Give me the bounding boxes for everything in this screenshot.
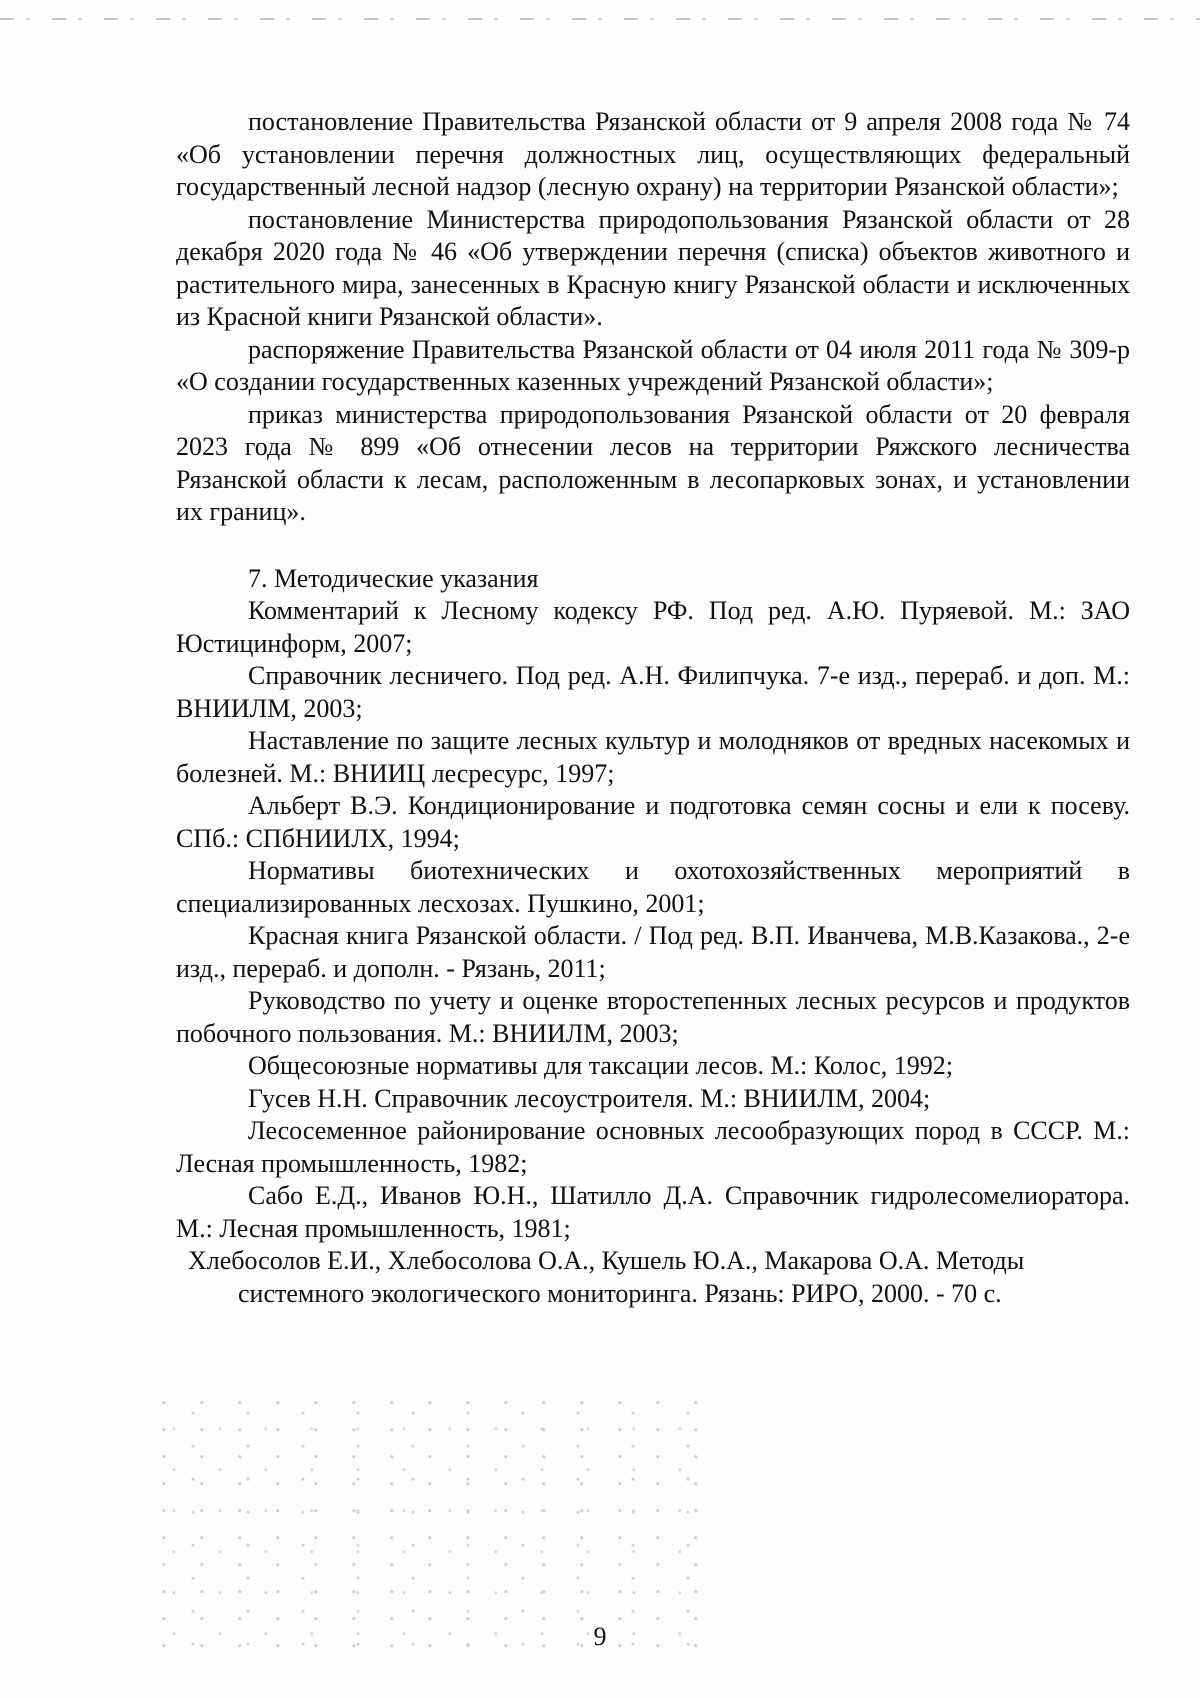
paragraph-regulation-3: распоряжение Правительства Рязанской области от 04 июля 2011 года № 309-р «О создании государственных казенных учреждений Рязанской области»; [176,334,1130,396]
document-body [176,106,1130,1310]
scan-artifact-top [0,18,1200,20]
reference-item: Справочник лесничего. Под ред. А.Н. Филипчука. 7-е изд., перераб. и доп. М.: ВНИИЛМ, 2003; [176,661,1130,723]
section-heading: 7. Методические указания [248,563,539,593]
reference-item: Комментарий к Лесному кодексу РФ. Под ред. А.Ю. Пуряевой. М.: ЗАО Юстицинформ, 2007; [176,596,1130,658]
reference-item: Красная книга Рязанской области. / Под ред. В.П. Иванчева, М.В.Казакова., 2-е изд., перераб. и дополн. - Рязань, 2011; [176,921,1130,983]
reference-item: Сабо Е.Д., Иванов Ю.Н., Шатилло Д.А. Справочник гидролесомелиоратора. М.: Лесная промышленность, 1981; [176,1181,1130,1243]
reference-item: Наставление по защите лесных культур и молодняков от вредных насекомых и болезней. М.: ВНИИЦ лесресурс, 1997; [176,726,1130,788]
page-number: 9 [593,1622,607,1651]
paragraph-regulation-2: постановление Министерства природопользования Рязанской области от 28 декабря 2020 года № 46 «Об утверждении перечня (списка) объектов животного и растительного мира, занесенных в Красную книгу Рязанской области и исключенных из Красной книги Рязанской области». [176,204,1130,331]
reference-item: Общесоюзные нормативы для таксации лесов. М.: Колос, 1992; [248,1051,953,1080]
reference-item: Гусев Н.Н. Справочник лесоустроителя. М.: ВНИИЛМ, 2004; [248,1083,931,1113]
reference-item: Альберт В.Э. Кондиционирование и подготовка семян сосны и ели к посеву. СПб.: СПбНИИЛХ, 1994; [176,791,1130,853]
paragraph-regulation-4: приказ министерства природопользования Рязанской области от 20 февраля 2023 года № 899 «Об отнесении лесов на территории Ряжского лесничества Рязанской области к лесам, расположенным в лесопарковых зонах, и установлении их границ». [176,399,1130,526]
reference-item: Нормативы биотехнических и охотохозяйственных мероприятий в специализированных лесхозах. Пушкино, 2001; [176,856,1130,918]
last-reference-wrapper [188,1245,1142,1310]
reference-item: Руководство по учету и оценке второстепенных лесных ресурсов и продуктов побочного пользования. М.: ВНИИЛМ, 2003; [176,986,1130,1048]
reference-item: Лесосеменное районирование основных лесообразующих пород в СССР. М.: Лесная промышленность, 1982; [176,1116,1130,1178]
reference-item-last: Хлебосолов Е.И., Хлебосолова О.А., Кушель Ю.А., Макарова О.А. Методы системного экологического мониторинга. Рязань: РИРО, 2000. - 70 с. [188,1246,1025,1308]
paragraph-regulation-1: постановление Правительства Рязанской области от 9 апреля 2008 года № 74 «Об установлении перечня должностных лиц, осуществляющих федеральный государственный лесной надзор (лесную охрану) на территории Рязанской области»; [176,107,1130,201]
